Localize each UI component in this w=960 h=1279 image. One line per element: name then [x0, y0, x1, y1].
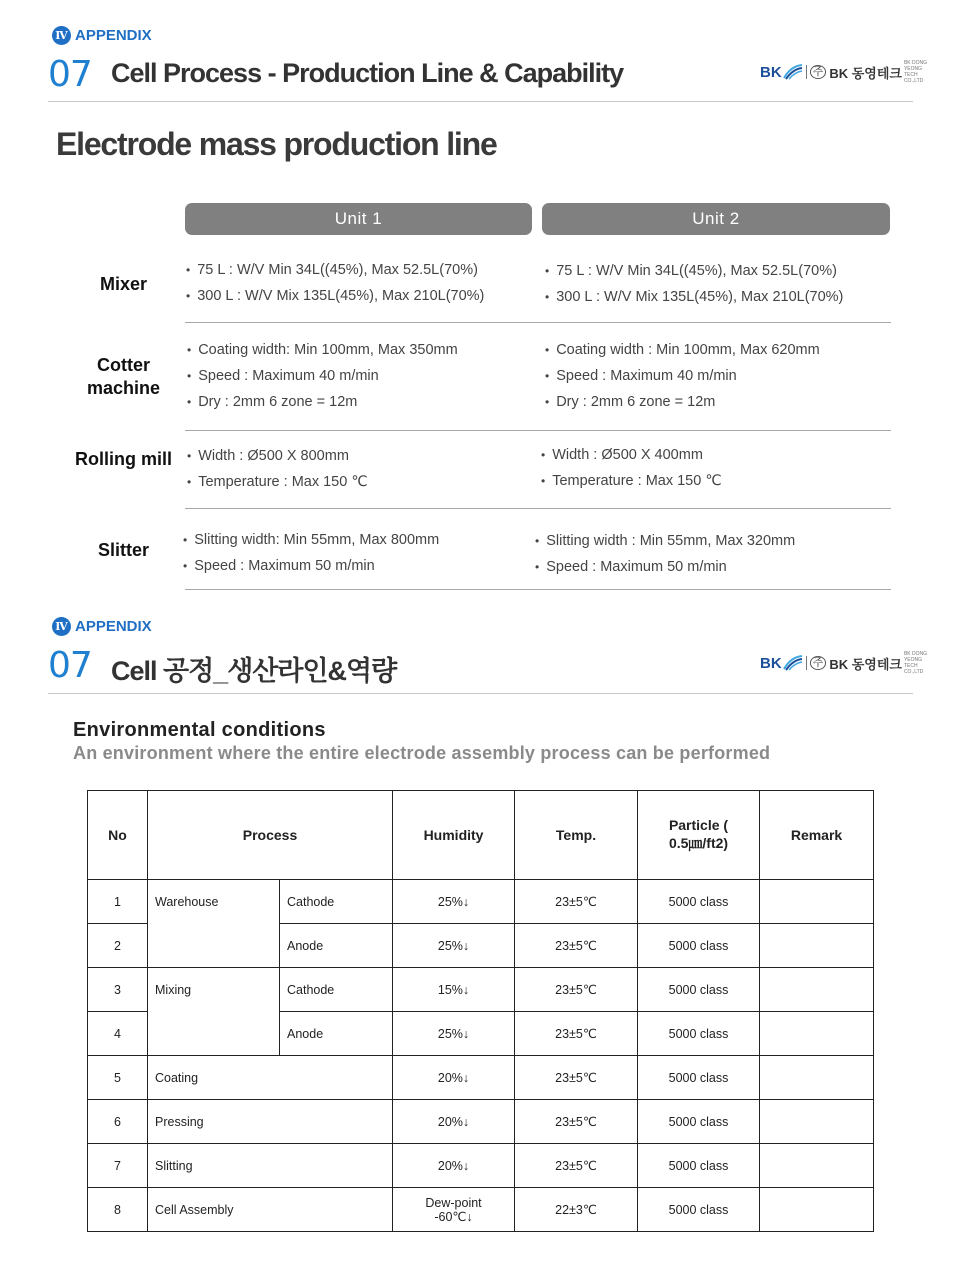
cell-subprocess: Anode — [280, 924, 393, 968]
row-divider — [185, 508, 891, 509]
cell-particle: 5000 class — [638, 924, 760, 968]
logo-ju: 주 — [810, 656, 827, 670]
spec-item: • Slitting width: Min 55mm, Max 800mm — [183, 527, 439, 553]
cell-process — [148, 924, 280, 968]
table-row — [88, 924, 874, 968]
rolling-unit1-specs — [187, 443, 368, 495]
cell-temp: 23±5℃ — [515, 1144, 638, 1188]
unit-1-header: Unit 1 — [185, 203, 532, 235]
cell-particle: 5000 class — [638, 1188, 760, 1232]
cell-remark — [760, 880, 874, 924]
table-row — [88, 880, 874, 924]
cell-no: 8 — [88, 1188, 148, 1232]
cell-no: 2 — [88, 924, 148, 968]
spec-item: • Width : Ø500 X 800mm — [187, 443, 368, 469]
cell-no: 4 — [88, 1012, 148, 1056]
header-divider — [48, 101, 913, 102]
spec-item: • Speed : Maximum 40 m/min — [187, 363, 458, 389]
row-divider — [185, 430, 891, 431]
unit-2-header: Unit 2 — [542, 203, 890, 235]
appendix-badge-icon: Ⅳ — [52, 617, 71, 636]
slitter-unit1-specs — [183, 527, 439, 579]
logo-separator — [806, 65, 807, 79]
table-row — [88, 1144, 874, 1188]
section-number: 07 — [48, 54, 92, 95]
spec-item: • Slitting width : Min 55mm, Max 320mm — [535, 528, 795, 554]
cell-remark — [760, 968, 874, 1012]
cell-remark — [760, 1012, 874, 1056]
cell-remark — [760, 924, 874, 968]
logo-bk: BK — [760, 654, 782, 672]
rolling-unit2-specs — [541, 442, 722, 494]
cell-no: 6 — [88, 1100, 148, 1144]
spec-item: • Width : Ø500 X 400mm — [541, 442, 722, 468]
spec-item: • Temperature : Max 150 ℃ — [541, 468, 722, 494]
cell-process: Coating — [148, 1056, 393, 1100]
mixer-unit2-specs — [545, 258, 843, 310]
logo-name: BK 동영테크 — [829, 656, 902, 672]
cell-remark — [760, 1100, 874, 1144]
cell-subprocess: Anode — [280, 1012, 393, 1056]
logo-sub: BK DONG YEONG TECH CO.,LTD — [903, 651, 927, 675]
spec-item: • Speed : Maximum 40 m/min — [545, 363, 820, 389]
table-row — [88, 1100, 874, 1144]
production-line-slide — [0, 0, 960, 610]
cell-temp: 23±5℃ — [515, 924, 638, 968]
logo-name: BK 동영테크 — [829, 65, 902, 81]
cell-remark — [760, 1056, 874, 1100]
cell-process: Mixing — [148, 968, 280, 1012]
cell-temp: 23±5℃ — [515, 1056, 638, 1100]
cell-no: 1 — [88, 880, 148, 924]
cell-no: 5 — [88, 1056, 148, 1100]
header-divider — [48, 693, 913, 694]
cotter-unit2-specs — [545, 337, 820, 415]
spec-item: • Coating width : Min 100mm, Max 620mm — [545, 337, 820, 363]
cell-process: Warehouse — [148, 880, 280, 924]
row-label-rolling-mill: Rolling mill — [75, 449, 172, 469]
header-temp: Temp. — [515, 791, 638, 880]
cell-particle: 5000 class — [638, 1100, 760, 1144]
appendix-badge-icon: Ⅳ — [52, 26, 71, 45]
row-label-cotter-machine: Cotter machine — [86, 355, 161, 398]
appendix-text: APPENDIX — [75, 618, 152, 635]
section-number: 07 — [48, 645, 92, 686]
appendix-label — [52, 26, 152, 45]
cell-humidity: 20%↓ — [393, 1056, 515, 1100]
table-row — [88, 968, 874, 1012]
header-humidity: Humidity — [393, 791, 515, 880]
appendix-text: APPENDIX — [75, 27, 152, 44]
env-title: Environmental conditions — [73, 719, 326, 741]
logo-bk: BK — [760, 63, 782, 81]
spec-item: • Speed : Maximum 50 m/min — [183, 553, 439, 579]
spec-item: • Dry : 2mm 6 zone = 12m — [187, 389, 458, 415]
table-row — [88, 1012, 874, 1056]
logo-wave-icon — [783, 64, 803, 80]
cell-temp: 23±5℃ — [515, 1100, 638, 1144]
spec-item: • Speed : Maximum 50 m/min — [535, 554, 795, 580]
cell-process: Cell Assembly — [148, 1188, 393, 1232]
cell-particle: 5000 class — [638, 1056, 760, 1100]
cell-subprocess: Cathode — [280, 880, 393, 924]
spec-item: • 75 L : W/V Min 34L((45%), Max 52.5L(70%) — [545, 258, 843, 284]
spec-item: • Dry : 2mm 6 zone = 12m — [545, 389, 820, 415]
cell-humidity: 20%↓ — [393, 1100, 515, 1144]
cell-process: Pressing — [148, 1100, 393, 1144]
cell-particle: 5000 class — [638, 968, 760, 1012]
page-title: Cell Process - Production Line & Capability — [111, 58, 624, 88]
appendix-label — [52, 617, 152, 636]
cell-particle: 5000 class — [638, 1144, 760, 1188]
cell-subprocess: Cathode — [280, 968, 393, 1012]
cell-process: Slitting — [148, 1144, 393, 1188]
cell-particle: 5000 class — [638, 880, 760, 924]
spec-item: • 300 L : W/V Mix 135L(45%), Max 210L(70%) — [545, 284, 843, 310]
header-no: No — [88, 791, 148, 880]
env-subtitle: An environment where the entire electrode assembly process can be performed — [73, 743, 771, 763]
spec-item: • 300 L : W/V Mix 135L(45%), Max 210L(70%) — [186, 283, 484, 309]
header-particle: Particle ( 0.5㎛/ft2) — [638, 791, 760, 880]
cell-remark — [760, 1144, 874, 1188]
environment-table — [87, 790, 874, 1232]
cell-temp: 23±5℃ — [515, 1012, 638, 1056]
slitter-unit2-specs — [535, 528, 795, 580]
cell-particle: 5000 class — [638, 1012, 760, 1056]
spec-item: • Temperature : Max 150 ℃ — [187, 469, 368, 495]
header-remark: Remark — [760, 791, 874, 880]
cell-temp: 23±5℃ — [515, 968, 638, 1012]
logo-wave-icon — [783, 655, 803, 671]
table-row — [88, 1188, 874, 1232]
row-label-mixer: Mixer — [99, 274, 148, 294]
cell-process — [148, 1012, 280, 1056]
cell-temp: 23±5℃ — [515, 880, 638, 924]
cell-humidity: Dew-point -60℃↓ — [393, 1188, 515, 1232]
section-heading: Electrode mass production line — [56, 126, 497, 162]
cell-remark — [760, 1188, 874, 1232]
cell-humidity: 25%↓ — [393, 880, 515, 924]
logo-separator — [806, 656, 807, 670]
cell-no: 7 — [88, 1144, 148, 1188]
spec-item: • Coating width: Min 100mm, Max 350mm — [187, 337, 458, 363]
cell-humidity: 25%↓ — [393, 1012, 515, 1056]
page-title: Cell 공정_생산라인&역량 — [111, 656, 397, 686]
row-divider — [185, 322, 891, 323]
row-divider — [185, 589, 891, 590]
row-label-slitter: Slitter — [97, 540, 149, 560]
cell-humidity: 15%↓ — [393, 968, 515, 1012]
header-process: Process — [148, 791, 393, 880]
table-header-row — [88, 791, 874, 880]
mixer-unit1-specs — [186, 257, 484, 309]
table-row — [88, 1056, 874, 1100]
cell-humidity: 25%↓ — [393, 924, 515, 968]
cell-temp: 22±3℃ — [515, 1188, 638, 1232]
cell-no: 3 — [88, 968, 148, 1012]
logo-sub: BK DONG YEONG TECH CO.,LTD — [903, 60, 927, 84]
company-logo — [760, 60, 934, 84]
cell-humidity: 20%↓ — [393, 1144, 515, 1188]
spec-item: • 75 L : W/V Min 34L((45%), Max 52.5L(70%) — [186, 257, 484, 283]
cotter-unit1-specs — [187, 337, 458, 415]
environment-slide — [0, 615, 960, 1279]
company-logo — [760, 651, 934, 675]
logo-ju: 주 — [810, 65, 827, 79]
